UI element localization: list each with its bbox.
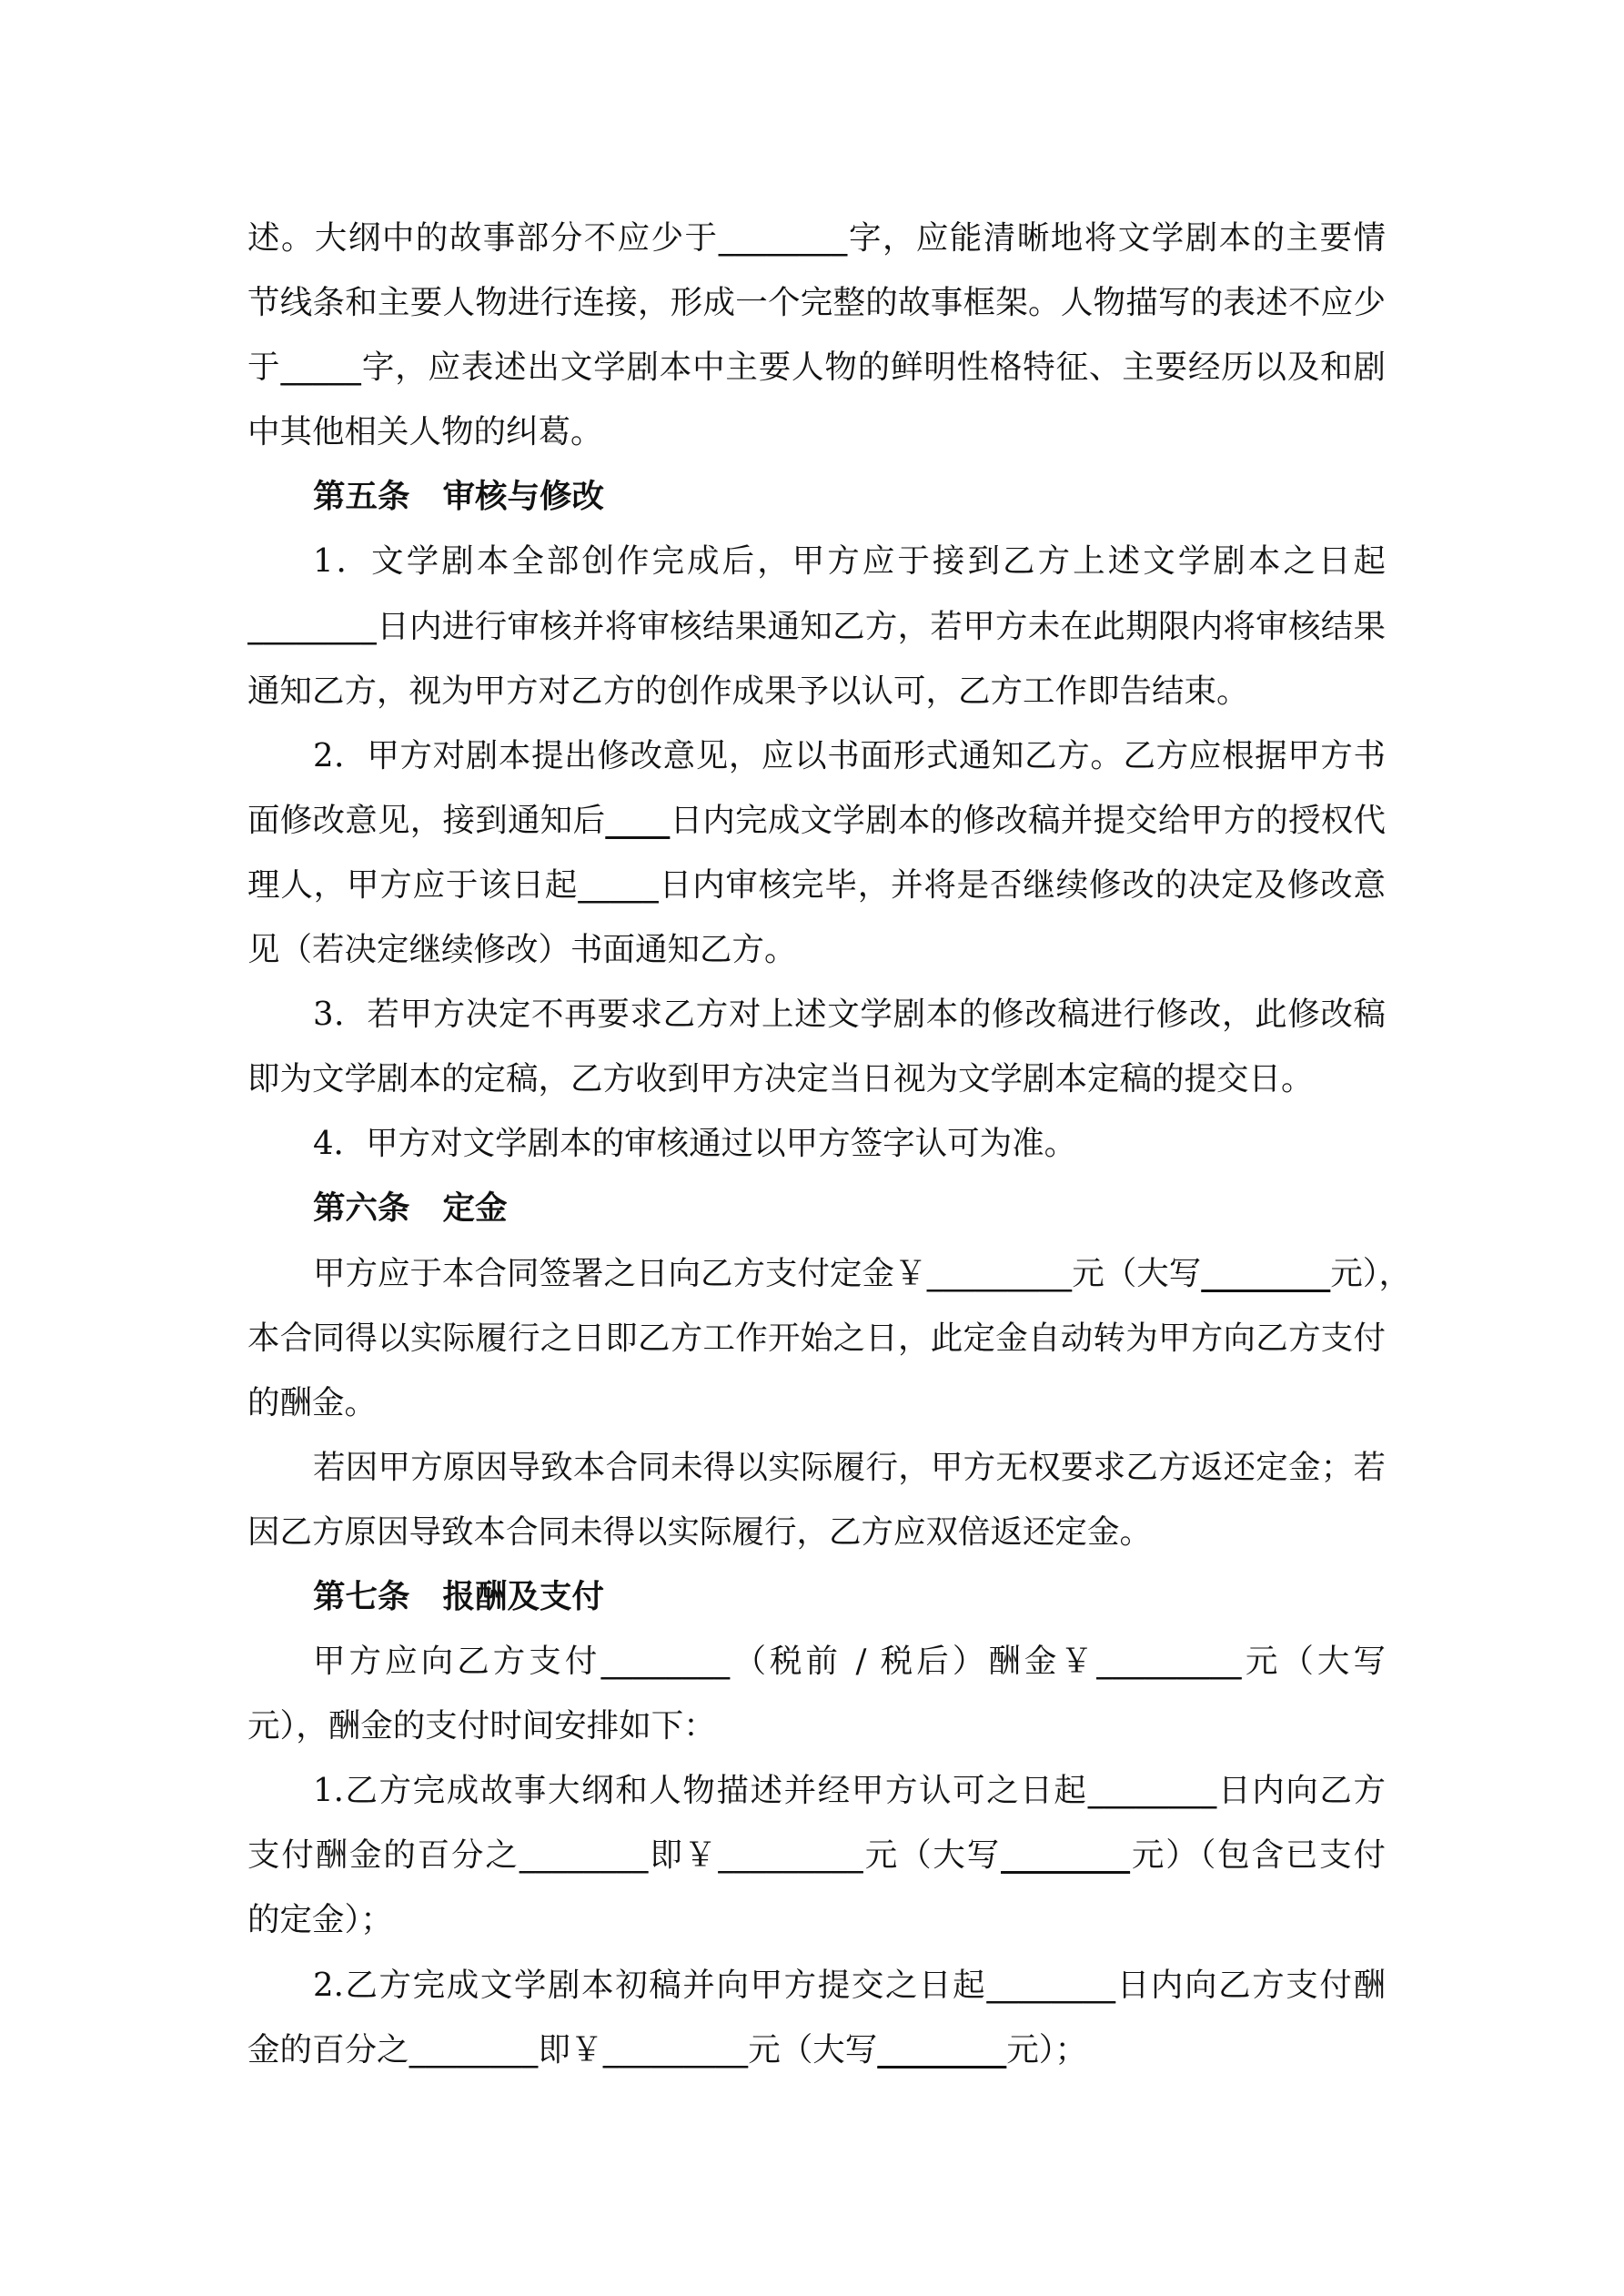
text-run: 元），酬金的支付时间安排如下： bbox=[247, 1707, 716, 1745]
text-run: 2．甲方对剧本提出修改意见，应以书面形式通知乙方。乙方应根据甲方书 bbox=[313, 736, 1386, 774]
paragraph-line bbox=[247, 1758, 1386, 1823]
section-heading bbox=[247, 1564, 1386, 1629]
blank-field: _________ bbox=[1096, 1643, 1242, 1681]
text-run: 日内向乙方支付酬 bbox=[1115, 1966, 1386, 2004]
text-run: 元）； bbox=[1006, 2030, 1088, 2068]
text-run: 日内审核完毕，并将是否继续修改的决定及修改意 bbox=[658, 865, 1386, 904]
paragraph-line bbox=[247, 1694, 1386, 1758]
paragraph-line bbox=[247, 1629, 1386, 1694]
text-run: 日内完成文学剧本的修改稿并提交给甲方的授权代 bbox=[670, 801, 1386, 839]
paragraph-line bbox=[247, 1887, 1386, 1952]
text-run: 金的百分之 bbox=[247, 2030, 409, 2068]
blank-field: _________ bbox=[718, 1836, 863, 1875]
blank-field: ________ bbox=[247, 607, 377, 645]
text-run: 3．若甲方决定不再要求乙方对上述文学剧本的修改稿进行修改，此修改稿 bbox=[313, 996, 1386, 1034]
paragraph-line bbox=[247, 400, 1386, 464]
blank-field: ________ bbox=[877, 2030, 1007, 2068]
document-body bbox=[247, 206, 1412, 2082]
text-run: 即￥ bbox=[648, 1836, 719, 1875]
text-run: 见（若决定继续修改）书面通知乙方。 bbox=[247, 931, 797, 969]
paragraph-line bbox=[247, 723, 1386, 788]
blank-field: _________ bbox=[926, 1254, 1073, 1292]
paragraph-line bbox=[247, 529, 1386, 593]
paragraph-line bbox=[247, 1953, 1386, 2018]
paragraph-line bbox=[247, 335, 1386, 400]
paragraph-line bbox=[247, 1823, 1386, 1887]
text-run: 面修改意见，接到通知后 bbox=[247, 801, 606, 839]
blank-field: _____ bbox=[578, 865, 659, 904]
text-run: 日内进行审核并将审核结果通知乙方，若甲方未在此期限内将审核结果 bbox=[377, 607, 1386, 645]
section-heading bbox=[247, 464, 1386, 529]
text-run: 1．文学剧本全部创作完成后，甲方应于接到乙方上述文学剧本之日起 bbox=[313, 542, 1386, 581]
text-run: 支付酬金的百分之 bbox=[247, 1836, 519, 1875]
text-run: 即为文学剧本的定稿，乙方收到甲方决定当日视为文学剧本定稿的提交日。 bbox=[247, 1060, 1314, 1098]
section-title: 审核与修改 bbox=[442, 478, 605, 516]
text-run: 元（大写 bbox=[862, 1836, 1002, 1875]
paragraph-line bbox=[247, 1306, 1386, 1371]
text-run: 本合同得以实际履行之日即乙方工作开始之日，此定金自动转为甲方向乙方支付 bbox=[247, 1319, 1386, 1357]
text-run: 节线条和主要人物进行连接，形成一个完整的故事框架。人物描写的表述不应少 bbox=[247, 284, 1386, 322]
paragraph-line bbox=[247, 982, 1386, 1047]
text-run: 即￥ bbox=[538, 2030, 603, 2068]
section-number: 第五条 bbox=[313, 478, 410, 516]
section-number: 第六条 bbox=[313, 1189, 410, 1228]
text-run: 的定金）； bbox=[247, 1901, 393, 1939]
text-run: 因乙方原因导致本合同未得以实际履行，乙方应双倍返还定金。 bbox=[247, 1512, 1153, 1551]
paragraph-line bbox=[247, 206, 1386, 270]
text-run: 日内向乙方 bbox=[1216, 1772, 1386, 1810]
paragraph-line bbox=[247, 2018, 1386, 2082]
blank-field: ________ bbox=[409, 2030, 539, 2068]
text-run: 字，应能清晰地将文学剧本的主要情 bbox=[847, 219, 1386, 257]
blank-field: ________ bbox=[1201, 1254, 1331, 1292]
text-run: 元（大写 bbox=[1241, 1643, 1386, 1681]
section-title: 报酬及支付 bbox=[442, 1577, 605, 1615]
text-run: 甲方应向乙方支付 bbox=[313, 1643, 601, 1681]
paragraph-line bbox=[247, 1111, 1386, 1176]
text-run: 理人，甲方应于该日起 bbox=[247, 865, 579, 904]
paragraph-line bbox=[247, 788, 1386, 853]
text-run: 1.乙方完成故事大纲和人物描述并经甲方认可之日起 bbox=[313, 1772, 1088, 1810]
text-run: 元（大写 bbox=[748, 2030, 878, 2068]
text-run: （税前 / 税后）酬金￥ bbox=[730, 1643, 1097, 1681]
text-run: 甲方应于本合同签署之日向乙方支付定金￥ bbox=[313, 1254, 927, 1292]
paragraph-line bbox=[247, 1241, 1412, 1306]
paragraph-line bbox=[247, 1435, 1386, 1500]
blank-field: _________ bbox=[602, 2030, 749, 2068]
text-run: 通知乙方，视为甲方对乙方的创作成果予以认可，乙方工作即告结束。 bbox=[247, 672, 1249, 710]
blank-field: ________ bbox=[519, 1836, 649, 1875]
text-run: 4．甲方对文学剧本的审核通过以甲方签字认可为准。 bbox=[313, 1125, 1077, 1163]
text-run: 若因甲方原因导致本合同未得以实际履行，甲方无权要求乙方返还定金；若 bbox=[313, 1448, 1386, 1486]
text-run: 元（大写 bbox=[1072, 1254, 1202, 1292]
section-number: 第七条 bbox=[313, 1577, 410, 1615]
paragraph-line bbox=[247, 1500, 1386, 1564]
paragraph-line bbox=[247, 270, 1386, 335]
text-run: 的酬金。 bbox=[247, 1383, 378, 1421]
text-run: 字，应表述出文学剧本中主要人物的鲜明性格特征、主要经历以及和剧 bbox=[361, 349, 1386, 387]
blank-field: ________ bbox=[718, 219, 848, 257]
text-run: 于 bbox=[247, 349, 281, 387]
blank-field: ________ bbox=[1087, 1772, 1217, 1810]
section-heading bbox=[247, 1176, 1386, 1240]
text-run: 元）， bbox=[1330, 1254, 1412, 1292]
blank-field: _____ bbox=[280, 349, 362, 387]
blank-field: ________ bbox=[986, 1966, 1116, 2004]
text-run: 中其他相关人物的纠葛。 bbox=[247, 413, 603, 451]
paragraph-line bbox=[247, 1371, 1386, 1435]
blank-field: ________ bbox=[600, 1643, 731, 1681]
blank-field: ________ bbox=[1001, 1836, 1131, 1875]
paragraph-line bbox=[247, 1047, 1386, 1111]
paragraph-line bbox=[247, 917, 1386, 982]
text-run: 述。大纲中的故事部分不应少于 bbox=[247, 219, 719, 257]
paragraph-line bbox=[247, 853, 1386, 917]
text-run: 2.乙方完成文学剧本初稿并向甲方提交之日起 bbox=[313, 1966, 987, 2004]
section-title: 定金 bbox=[442, 1189, 508, 1228]
paragraph-line bbox=[247, 594, 1386, 659]
text-run: 元）（包含已支付 bbox=[1130, 1836, 1386, 1875]
paragraph-line bbox=[247, 659, 1386, 723]
blank-field: ____ bbox=[605, 801, 671, 839]
